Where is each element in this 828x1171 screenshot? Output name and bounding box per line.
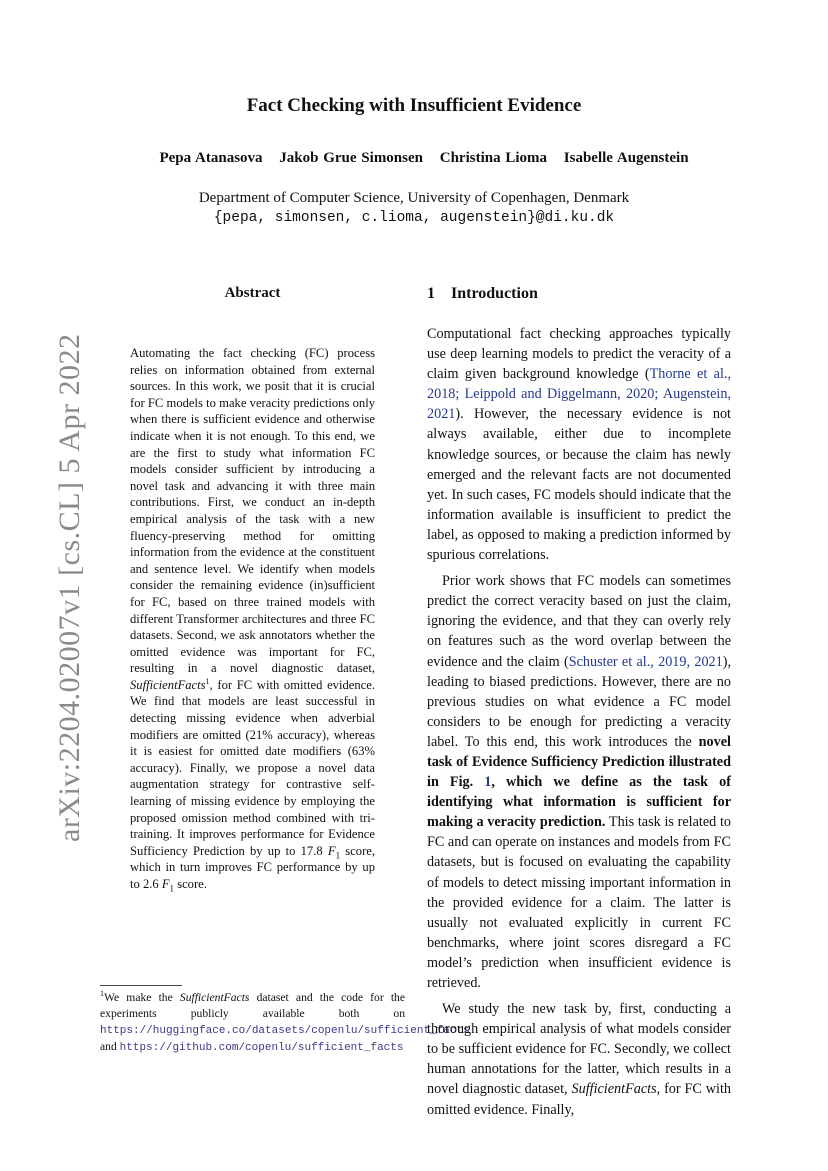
github-link[interactable]: https://github.com/copenlu/sufficient_facts — [119, 1042, 404, 1054]
paper-title: Fact Checking with Insufficient Evidence — [246, 95, 582, 116]
author-name: Isabelle Augenstein — [563, 150, 689, 166]
dataset-name: SufficientFacts — [571, 1081, 657, 1098]
author-name: Jakob Grue Simonsen — [279, 150, 423, 166]
dataset-name: SufficientFacts — [130, 677, 206, 692]
f1-symbol: F — [161, 877, 170, 891]
paragraph — [427, 999, 731, 1120]
abstract-body — [130, 345, 375, 893]
footnote-marker[interactable]: 1 — [205, 676, 210, 686]
section-heading — [427, 285, 538, 303]
citation-link[interactable]: Schuster et al., 2019, 2021 — [568, 653, 723, 670]
paragraph-text: This task is related to FC and can operate on instances and models from FC datasets, but is focused on evaluating the capability of models to detect missing important information in the provided evidence for a claim. The latter is usually not evaluated explicitly in current FC benchmarks, where joint scores disregard a FC model’s prediction when insufficient evidence is retrieved. — [427, 814, 731, 991]
author-name: Pepa Atanasova — [159, 150, 263, 166]
paragraph — [427, 571, 731, 993]
dataset-name: SufficientFacts — [179, 991, 250, 1004]
paragraph — [427, 324, 731, 565]
footnote-text: We make the — [104, 991, 180, 1004]
abstract-text: Automating the fact checking (FC) process relies on information obtained from external sources. In this work, we posit that it is crucial for FC models to make veracity predictions only when there is sufficient evidence and otherwise indicate when it is not enough. To this end, we are the first to study what information FC models consider sufficient by introducing a novel task and advancing it with three main contributions. First, we conduct an in-depth empirical analysis of the task with a new fluency-preserving method for omitting information from the evidence at the constituent and sentence level. We identify when models consider the remaining evidence (in)sufficient for FC, based on three trained models with different Transformer architectures and three FC datasets. Second, we ask annotators whether the omitted evidence was important for FC, resulting in a novel diagnostic dataset, — [130, 346, 375, 676]
paragraph-text: We study the new task by, first, conducting a thorough empirical analysis of what models consider to be sufficient evidence for FC. Secondly, we collect human annotations for the latter, which results in a novel diagnostic dataset, — [427, 1001, 731, 1098]
abstract-text: score, which in turn improves FC performance by up to 2.6 — [130, 843, 376, 891]
author-list — [0, 150, 828, 167]
affiliation: Department of Computer Science, University of Copenhagen, Denmark — [198, 190, 630, 206]
paragraph-text: Computational fact checking approaches typically use deep learning models to predict the veracity of a claim given background knowledge ( — [427, 326, 731, 383]
introduction-body — [427, 324, 731, 1120]
paragraph-text: ). However, the necessary evidence is not always available, either due to incomplete knowledge sources, or because the claim has newly emerged and the relevant facts are not documented yet. In such cases, FC models should indicate that the information available is insufficient to predict the label, as opposed to making a prediction informed by spurious correlations. — [427, 406, 731, 564]
f1-symbol: F — [327, 843, 336, 858]
arxiv-identifier: arXiv:2204.02007v1 [cs.CL] 5 Apr 2022 — [53, 333, 86, 842]
paragraph-text: ), leading to biased predictions. However, there are no previous studies on what evidence a FC model considers to be enough for predicting a veracity label. To this end, this work introduces the — [427, 653, 732, 750]
paragraph-text: , for FC with omitted evidence. Finally, — [427, 1081, 731, 1118]
abstract-heading: Abstract — [224, 285, 281, 301]
emphasis-text: , which we define as the task of identifying what information is sufficient for making a veracity prediction. — [427, 774, 731, 831]
author-name: Christina Lioma — [439, 150, 548, 166]
abstract-text: score. — [174, 877, 207, 891]
emphasis-text: novel task of Evidence Sufficiency Prediction illustrated in Fig. — [427, 733, 731, 791]
huggingface-link[interactable]: https://huggingface.co/datasets/copenlu/sufficient_facts — [100, 1025, 470, 1037]
figure-reference-link[interactable]: 1 — [484, 774, 492, 791]
paragraph-text: Prior work shows that FC models can sometimes predict the correct veracity based on just the claim, ignoring the evidence, and that they can overly rely on features such as the word overlap between the evidence and the claim ( — [427, 573, 731, 670]
author-emails: {pepa, simonsen, c.lioma, augenstein}@di.ku.dk — [213, 210, 615, 226]
abstract-text: , for FC with omitted evidence. We find that models are least successful in detecting missing evidence when adverbial modifiers are omitted (21% accuracy), whereas it is easiest for omitted date modifiers (63% accuracy). Finally, we propose a novel data augmentation strategy for contrastive self-learning of missing evidence by employing the proposed omission method combined with tri-training. It improves performance for Evidence Sufficiency Prediction by up to 17.8 — [130, 677, 375, 858]
footnote-divider — [100, 985, 182, 986]
section-number: 1 — [427, 285, 435, 302]
footnote — [100, 989, 470, 1056]
citation-link[interactable]: Thorne et al., 2018; Leippold and Diggelmann, 2020; Augenstein, 2021 — [427, 366, 732, 423]
f1-subscript: 1 — [335, 850, 341, 861]
footnote-text: dataset and the code for the experiments publicly available both on — [100, 991, 405, 1020]
footnote-text: and — [100, 1040, 120, 1053]
f1-subscript: 1 — [169, 883, 175, 894]
section-title: Introduction — [451, 285, 538, 302]
footnote-number: 1 — [100, 989, 104, 999]
